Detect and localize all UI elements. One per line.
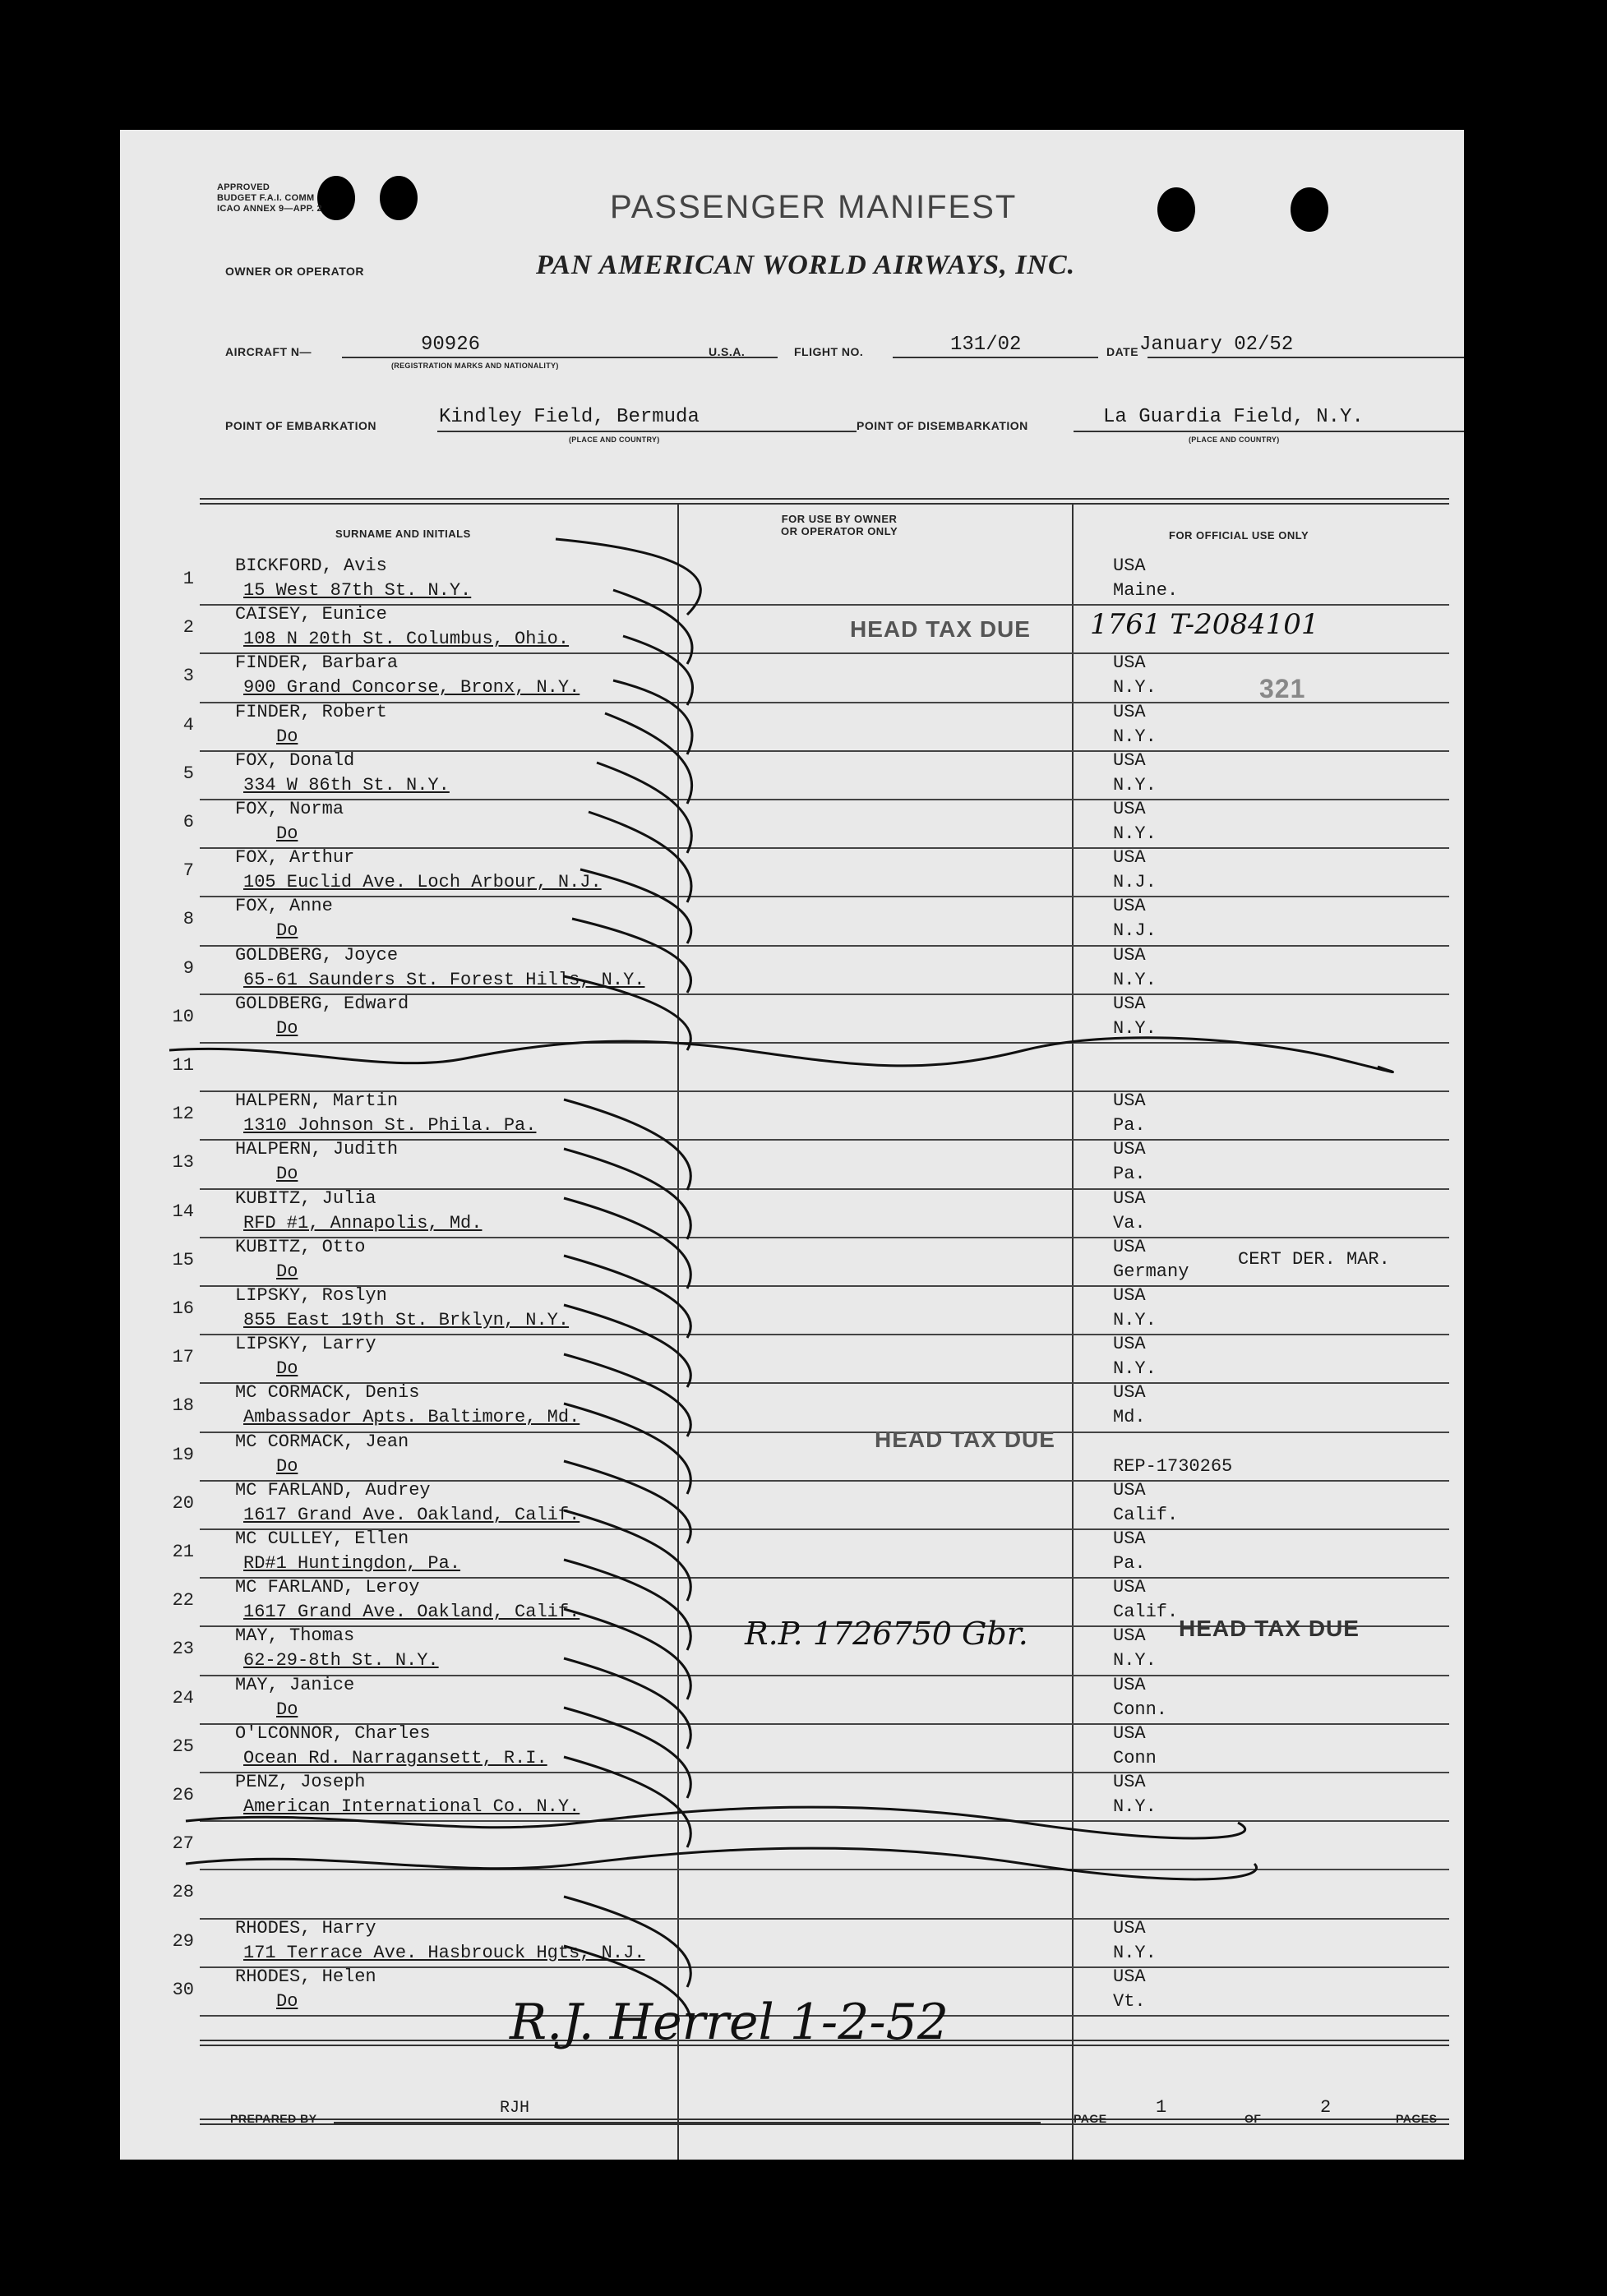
passenger-name: FINDER, Barbara — [235, 652, 399, 674]
row-number: 19 — [172, 1444, 194, 1465]
official-nationality: USA — [1113, 1382, 1146, 1404]
passenger-address: 1617 Grand Ave. Oakland, Calif. — [243, 1602, 580, 1623]
official-nationality: USA — [1113, 1285, 1146, 1306]
official-nationality: USA — [1113, 1479, 1146, 1501]
official-residence: N.Y. — [1113, 1650, 1157, 1671]
owner-label: OWNER OR OPERATOR — [225, 265, 364, 278]
passenger-address: 105 Euclid Ave. Loch Arbour, N.J. — [243, 872, 602, 893]
row-number: 3 — [182, 666, 194, 687]
surname-column-header: SURNAME AND INITIALS — [335, 528, 471, 540]
row-number: 1 — [182, 569, 194, 589]
row-divider — [200, 1918, 1449, 1920]
date-value: January 02/52 — [1139, 334, 1294, 356]
form-note-line: APPROVED — [217, 182, 270, 192]
embarkation-sublabel: (PLACE AND COUNTRY) — [569, 436, 660, 444]
official-residence: Pa. — [1113, 1164, 1146, 1185]
row-number: 25 — [172, 1736, 194, 1757]
passenger-name: MC FARLAND, Audrey — [235, 1479, 431, 1501]
passenger-address: Do — [276, 726, 298, 747]
row-number: 20 — [172, 1492, 194, 1514]
official-nationality: USA — [1113, 1674, 1146, 1695]
passenger-address: Ocean Rd. Narragansett, R.I. — [243, 1747, 547, 1768]
row-divider — [200, 604, 1449, 606]
passenger-name: HALPERN, Martin — [235, 1090, 399, 1112]
pages-label: PAGES — [1396, 2112, 1438, 2125]
form-note-line: ICAO ANNEX 9—APP. 2 — [217, 204, 322, 214]
row-number: 11 — [172, 1055, 194, 1076]
row-divider — [200, 1237, 1449, 1238]
official-residence: Pa. — [1113, 1115, 1146, 1136]
passenger-address: Do — [276, 823, 298, 844]
aircraft-sublabel: (REGISTRATION MARKS AND NATIONALITY) — [391, 362, 559, 370]
passenger-name: MC FARLAND, Leroy — [235, 1577, 420, 1598]
passenger-address: 1617 Grand Ave. Oakland, Calif. — [243, 1504, 580, 1525]
official-nationality: USA — [1113, 701, 1146, 722]
row-divider — [200, 799, 1449, 800]
prepared-by-label: PREPARED BY — [230, 2112, 317, 2125]
passenger-address: Do — [276, 1455, 298, 1477]
row-number: 14 — [172, 1201, 194, 1222]
punch-hole — [380, 176, 418, 220]
page-number: 1 — [1156, 2097, 1167, 2118]
owner-use-header-line: FOR USE BY OWNER — [781, 513, 898, 525]
passenger-address: Do — [276, 1990, 298, 2012]
passenger-name: MC CULLEY, Ellen — [235, 1528, 409, 1549]
cert-note: CERT DER. MAR. — [1238, 1249, 1390, 1270]
official-residence: Md. — [1113, 1407, 1146, 1428]
passenger-name: O'LCONNOR, Charles — [235, 1722, 431, 1744]
passenger-name: HALPERN, Judith — [235, 1139, 399, 1160]
passenger-address: RFD #1, Annapolis, Md. — [243, 1212, 483, 1233]
row-divider — [200, 896, 1449, 897]
page-label: PAGE — [1074, 2112, 1107, 2125]
manifest-page — [120, 130, 1464, 2160]
official-nationality: USA — [1113, 1966, 1146, 1987]
row-number: 29 — [172, 1930, 194, 1952]
disembarkation-label: POINT OF DISEMBARKATION — [857, 419, 1028, 432]
owner-use-header-line: OR OPERATOR ONLY — [781, 525, 898, 537]
passenger-name: PENZ, Joseph — [235, 1772, 366, 1792]
row-number: 5 — [182, 763, 194, 784]
passenger-address: 171 Terrace Ave. Hasbrouck Hgts, N.J. — [243, 1942, 645, 1963]
row-divider — [200, 1820, 1449, 1822]
table-top-rule — [200, 498, 1449, 505]
official-nationality: USA — [1113, 799, 1146, 819]
row-divider — [200, 1042, 1449, 1044]
official-nationality: USA — [1113, 1722, 1146, 1744]
manifest-title: PASSENGER MANIFEST — [610, 189, 1018, 225]
official-nationality: USA — [1113, 1772, 1146, 1792]
passenger-address: 108 N 20th St. Columbus, Ohio. — [243, 629, 570, 650]
aircraft-label: AIRCRAFT N— — [225, 345, 312, 358]
prepared-by-value: RJH — [500, 2099, 530, 2118]
official-nationality: USA — [1113, 896, 1146, 917]
official-residence: N.Y. — [1113, 969, 1157, 990]
official-nationality: USA — [1113, 944, 1146, 966]
punch-hole — [1157, 187, 1195, 232]
passenger-name: GOLDBERG, Edward — [235, 993, 409, 1014]
passenger-address: Do — [276, 1358, 298, 1380]
form-note-line: BUDGET F.A.I. COMM — [217, 193, 315, 203]
passenger-address: 334 W 86th St. N.Y. — [243, 774, 450, 795]
row-number: 21 — [172, 1542, 194, 1562]
row-divider — [200, 1285, 1449, 1287]
passenger-address: Do — [276, 1164, 298, 1185]
official-residence: N.Y. — [1113, 1942, 1157, 1963]
row-number: 24 — [172, 1687, 194, 1708]
punch-hole — [317, 176, 355, 220]
row-number: 23 — [172, 1639, 194, 1660]
page-total: 2 — [1320, 2097, 1332, 2118]
row-number: 4 — [182, 714, 194, 735]
row-number: 6 — [182, 812, 194, 832]
row23-handwriting: R.P. 1726750 Gbr. — [745, 1616, 1028, 1652]
passenger-name: GOLDBERG, Joyce — [235, 944, 399, 966]
row-number: 30 — [172, 1979, 194, 2000]
official-residence: N.J. — [1113, 872, 1157, 893]
aircraft-value: 90926 — [421, 334, 481, 356]
row-divider — [200, 1869, 1449, 1870]
owner-value: PAN AMERICAN WORLD AIRWAYS, INC. — [536, 250, 1076, 280]
official-residence: N.Y. — [1113, 726, 1157, 747]
row-number: 12 — [172, 1104, 194, 1125]
flight-label: FLIGHT NO. — [794, 345, 864, 358]
official-nationality: USA — [1113, 1577, 1146, 1598]
official-residence: N.Y. — [1113, 677, 1157, 698]
row-number: 17 — [172, 1347, 194, 1368]
row-number: 16 — [172, 1298, 194, 1319]
row-divider — [200, 1188, 1449, 1190]
official-residence: Calif. — [1113, 1602, 1179, 1623]
official-residence: Maine. — [1113, 580, 1179, 601]
passenger-address: Do — [276, 1261, 298, 1282]
passenger-address: Do — [276, 1017, 298, 1039]
embarkation-label: POINT OF EMBARKATION — [225, 419, 376, 432]
passenger-name: CAISEY, Eunice — [235, 604, 387, 625]
passenger-name: BICKFORD, Avis — [235, 556, 387, 576]
official-nationality: USA — [1113, 1625, 1146, 1647]
official-residence: N.Y. — [1113, 1358, 1157, 1380]
row-number: 7 — [182, 860, 194, 882]
passenger-name: KUBITZ, Otto — [235, 1236, 366, 1257]
official-nationality: USA — [1113, 1187, 1146, 1209]
passenger-address: 900 Grand Concorse, Bronx, N.Y. — [243, 677, 580, 698]
passenger-name: FOX, Anne — [235, 896, 333, 917]
passenger-name: MC CORMACK, Jean — [235, 1431, 409, 1452]
passenger-address: American International Co. N.Y. — [243, 1796, 580, 1817]
official-residence: Vt. — [1113, 1990, 1146, 2012]
passenger-name: FOX, Norma — [235, 799, 344, 819]
official-nationality: USA — [1113, 1090, 1146, 1112]
official-nationality: USA — [1113, 1334, 1146, 1355]
punch-hole — [1291, 187, 1328, 232]
date-label: DATE — [1106, 345, 1139, 358]
passenger-name: KUBITZ, Julia — [235, 1187, 376, 1209]
official-residence: N.Y. — [1113, 1017, 1157, 1039]
signature: R.J. Herrel 1-2-52 — [510, 1994, 949, 2051]
country-label: U.S.A. — [709, 345, 746, 358]
row-number: 27 — [172, 1833, 194, 1855]
row-number: 28 — [172, 1882, 194, 1903]
passenger-address: RD#1 Huntingdon, Pa. — [243, 1553, 461, 1574]
official-nationality: USA — [1113, 1139, 1146, 1160]
row-divider — [200, 1966, 1449, 1968]
passenger-name: MC CORMACK, Denis — [235, 1382, 420, 1404]
row-number: 2 — [182, 617, 194, 639]
passenger-address: 62-29-8th St. N.Y. — [243, 1650, 439, 1671]
passenger-name: FOX, Donald — [235, 749, 355, 771]
flight-value: 131/02 — [950, 334, 1022, 356]
head-tax-stamp: HEAD TAX DUE — [1179, 1616, 1360, 1641]
official-residence: N.Y. — [1113, 774, 1157, 795]
passenger-name: FINDER, Robert — [235, 701, 387, 722]
head-tax-stamp: HEAD TAX DUE — [875, 1427, 1055, 1452]
row-number: 22 — [172, 1590, 194, 1611]
official-nationality: USA — [1113, 847, 1146, 869]
row-number: 13 — [172, 1152, 194, 1173]
official-residence: REP-1730265 — [1113, 1455, 1233, 1477]
disembarkation-sublabel: (PLACE AND COUNTRY) — [1189, 436, 1280, 444]
official-nationality: USA — [1113, 1917, 1146, 1939]
official-residence: Conn. — [1113, 1699, 1168, 1720]
passenger-name: FOX, Arthur — [235, 847, 355, 869]
official-residence: N.J. — [1113, 920, 1157, 942]
passenger-name: MAY, Thomas — [235, 1625, 355, 1647]
official-residence: N.Y. — [1113, 1796, 1157, 1817]
row-number: 15 — [172, 1249, 194, 1270]
passenger-name: RHODES, Helen — [235, 1966, 376, 1987]
row-divider — [200, 750, 1449, 752]
official-nationality: USA — [1113, 1236, 1146, 1257]
passenger-name: MAY, Janice — [235, 1674, 355, 1695]
official-residence: N.Y. — [1113, 1310, 1157, 1330]
row-number: 10 — [172, 1006, 194, 1027]
passenger-name: LIPSKY, Larry — [235, 1334, 376, 1355]
official-nationality: USA — [1113, 1528, 1146, 1549]
row-divider — [200, 847, 1449, 849]
row-number: 18 — [172, 1395, 194, 1417]
official-residence: Conn — [1113, 1747, 1157, 1768]
passenger-name: LIPSKY, Roslyn — [235, 1285, 387, 1306]
passenger-address: Do — [276, 1699, 298, 1720]
stamp-number: 321 — [1259, 674, 1306, 703]
row2-official-handwriting: 1761 T-2084101 — [1090, 608, 1319, 641]
official-residence: Va. — [1113, 1212, 1146, 1233]
official-residence: Germany — [1113, 1261, 1189, 1282]
official-column-header: FOR OFFICIAL USE ONLY — [1169, 529, 1309, 542]
official-nationality: USA — [1113, 556, 1146, 576]
head-tax-stamp: HEAD TAX DUE — [850, 616, 1031, 642]
passenger-address: 1310 Johnson St. Phila. Pa. — [243, 1115, 537, 1136]
official-nationality: USA — [1113, 652, 1146, 674]
official-residence: N.Y. — [1113, 823, 1157, 844]
disembarkation-value: La Guardia Field, N.Y. — [1103, 406, 1364, 428]
passenger-address: 855 East 19th St. Brklyn, N.Y. — [243, 1310, 570, 1330]
passenger-address: 65-61 Saunders St. Forest Hills, N.Y. — [243, 969, 645, 990]
official-residence: Pa. — [1113, 1553, 1146, 1574]
row-divider — [200, 1334, 1449, 1335]
passenger-name: RHODES, Harry — [235, 1917, 376, 1939]
row-number: 8 — [182, 909, 194, 930]
official-nationality: USA — [1113, 749, 1146, 771]
form-approval-note — [217, 182, 322, 214]
passenger-address: Ambassador Apts. Baltimore, Md. — [243, 1407, 580, 1428]
owner-use-column-header — [781, 513, 898, 537]
official-residence: Calif. — [1113, 1504, 1179, 1525]
row-divider — [200, 1675, 1449, 1676]
embarkation-value: Kindley Field, Bermuda — [439, 406, 700, 428]
row-divider — [200, 1772, 1449, 1773]
row-number: 26 — [172, 1785, 194, 1805]
row-number: 9 — [182, 957, 194, 979]
passenger-address: 15 West 87th St. N.Y. — [243, 580, 472, 601]
of-label: OF — [1245, 2112, 1262, 2125]
passenger-address: Do — [276, 920, 298, 942]
official-nationality: USA — [1113, 993, 1146, 1014]
